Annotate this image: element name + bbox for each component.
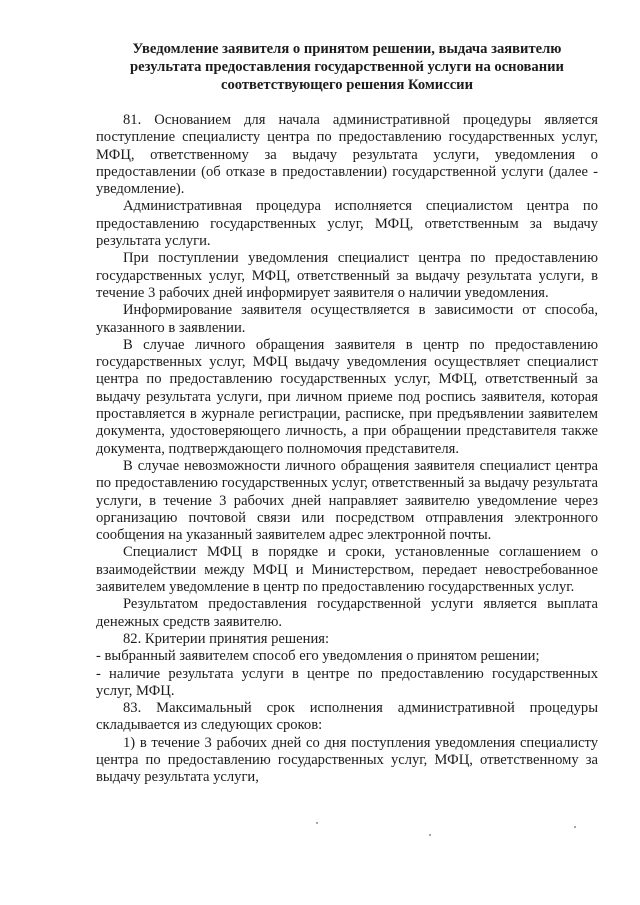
title-line: Уведомление заявителя о принятом решении, выдача заявителю [132,41,562,57]
paragraph: В случае невозможности личного обращения заявителя специалист центра по предоставлению государственных услуг, ответственный за выдачу результата услуги, в течение 3 рабочих дней направляет заявителю уведомление через организацию почтовой связи или посредством отправления электронного сообщения на указанный заявителем адрес электронной почты. [96,457,598,544]
title-line: соответствующего решения Комиссии [221,77,473,93]
paragraph: Информирование заявителя осуществляется в зависимости от способа, указанного в заявлении. [96,302,598,336]
paragraph: При поступлении уведомления специалист центра по предоставлению государственных услуг, МФЦ, ответственный за выдачу результата услуги, в течение 3 рабочих дней информирует заявителя о наличии уведомления. [96,250,598,301]
paragraph-81: 81. Основанием для начала административной процедуры является поступление специалисту центра по предоставлению государственных услуг, МФЦ, ответственному за выдачу результата услуги, уведомления о предоставлении (об отказе в предоставлении) государственной услуги (далее - уведомление). [96,112,598,198]
scan-speck [429,834,431,836]
paragraph: Административная процедура исполняется специалистом центра по предоставлению государственных услуг, МФЦ, ответственным за выдачу результата услуги. [96,198,598,250]
paragraph: Результатом предоставления государственной услуги является выплата денежных средств заявителю. [96,596,598,630]
document-body [96,112,598,787]
paragraph-83: 83. Максимальный срок исполнения административной процедуры складывается из следующих сроков: [96,700,598,734]
document-page [96,40,598,787]
list-item: - наличие результата услуги в центре по предоставлению государственных услуг, МФЦ. [96,665,598,699]
document-title [96,40,598,94]
paragraph: Специалист МФЦ в порядке и сроки, установленные соглашением о взаимодействии между МФЦ и Министерством, передает невостребованное заявителем уведомление в центр по предоставлению государственных услуг. [96,544,598,596]
title-line: результата предоставления государственной услуги на основании [130,59,564,75]
scan-speck [574,826,576,828]
list-item: - выбранный заявителем способ его уведомления о принятом решении; [96,648,540,665]
list-item: 1) в течение 3 рабочих дней со дня поступления уведомления специалисту центра по предоставлению государственных услуг, МФЦ, ответственному за выдачу результата услуги, [96,734,598,786]
scan-speck [316,822,318,824]
paragraph: В случае личного обращения заявителя в центр по предоставлению государственных услуг, МФЦ выдачу уведомления осуществляет специалист центра по предоставлению государственных услуг, МФЦ, ответственный за выдачу результата услуги, при личном приеме под роспись заявителя, которая проставляется в журнале регистрации, расписке, при предъявлении заявителем документа, удостоверяющего личность, а при обращении представителя также документа, подтверждающего полномочия представителя. [96,336,598,457]
paragraph-82: 82. Критерии принятия решения: [123,630,330,647]
